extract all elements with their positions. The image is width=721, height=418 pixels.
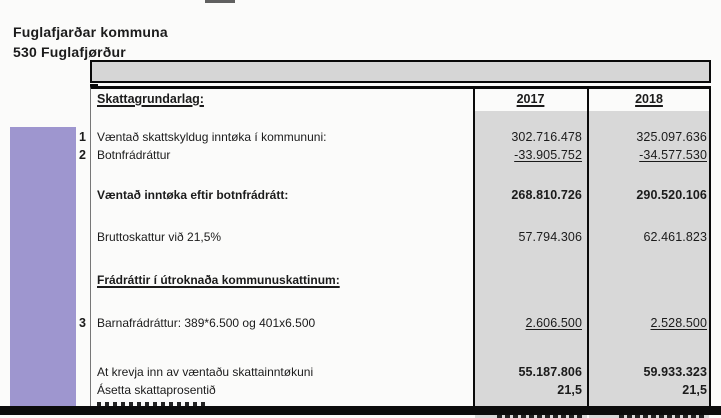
- row-label: Bruttoskattur við 21,5%: [97, 230, 222, 244]
- table-header-skattagrundarlag: Skattagrundarlag:: [97, 92, 204, 106]
- table-row-income-after-deduction: [40, 188, 710, 204]
- scan-artifact: [205, 0, 235, 3]
- table-row-expected-taxable-income: [40, 130, 710, 146]
- row-label: At krevja inn av væntaðu skattainntøkuni: [97, 365, 314, 379]
- table-section-header-deductions: [40, 273, 710, 289]
- value-2018: 2.528.500: [650, 316, 707, 330]
- gray-header-bar: [90, 60, 711, 83]
- value-2017: 2.606.500: [525, 316, 582, 330]
- row-number: 1: [79, 130, 86, 144]
- row-number: 2: [79, 148, 86, 162]
- row-label: Ásetta skattaprosentið: [97, 383, 216, 397]
- section-label: Frádráttir í útroknaða kommunuskattinum:: [97, 273, 340, 287]
- table-row-tax-to-collect: [40, 365, 710, 381]
- value-2018: 290.520.106: [636, 188, 707, 202]
- table-row-gross-tax: [40, 230, 710, 246]
- row-number: 3: [79, 316, 86, 330]
- value-2018: 325.097.636: [636, 130, 707, 144]
- row-label: Barnafrádráttur: 389*6.500 og 401x6.500: [97, 316, 316, 330]
- value-2017: 57.794.306: [518, 230, 582, 244]
- row-label: Væntað skattskyldug inntøka í kommununi:: [97, 130, 327, 144]
- value-2017: 302.716.478: [511, 130, 582, 144]
- value-2018: 59.933.323: [643, 365, 707, 379]
- row-label: Væntað inntøka eftir botnfrádrátt:: [97, 188, 289, 202]
- value-2017: 268.810.726: [511, 188, 582, 202]
- column-header-2017: 2017: [516, 92, 545, 106]
- table-row-child-deduction: [40, 316, 710, 332]
- row-label: Botnfrádráttur: [97, 148, 171, 162]
- value-2017: 21,5: [557, 383, 582, 397]
- municipality-code: 530 Fuglafjørður: [13, 44, 126, 60]
- black-bottom-bar: [0, 406, 721, 415]
- municipality-name: Fuglafjarðar kommuna: [13, 24, 168, 40]
- value-2018: 21,5: [682, 383, 707, 397]
- table-row-base-deduction: [40, 148, 710, 164]
- value-2018: -34.577.530: [639, 148, 707, 162]
- value-2018: 62.461.823: [643, 230, 707, 244]
- value-2017: 55.187.806: [518, 365, 582, 379]
- column-header-2018: 2018: [635, 92, 663, 106]
- value-2017: -33.905.752: [514, 148, 582, 162]
- table-row-tax-rate: [40, 383, 710, 399]
